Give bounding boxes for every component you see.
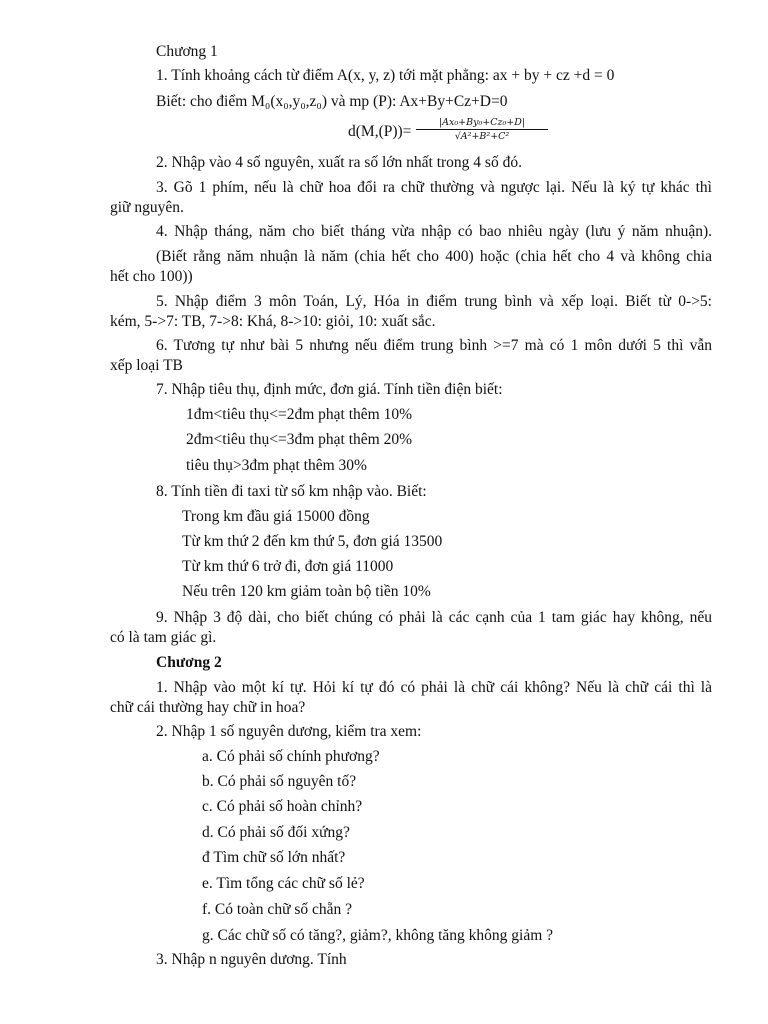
exercise-1-4-note-line2: hết cho 100)) xyxy=(110,268,193,285)
exercise-1-1: 1. Tính khoảng cách từ điểm A(x, y, z) tới mặt phẳng: ax + by + cz +d = 0 xyxy=(156,67,615,84)
exercise-2-1-line2: chữ cái thường hay chữ in hoa? xyxy=(110,699,306,716)
exercise-1-8: 8. Tính tiền đi taxi từ số km nhập vào. Biết: xyxy=(156,483,427,500)
exercise-1-5-line2: kém, 5->7: TB, 7->8: Khá, 8->10: giỏi, 10: xuất sắc. xyxy=(110,313,436,330)
exercise-2-1-line1: 1. Nhập vào một kí tự. Hỏi kí tự đó có phải là chữ cái không? Nếu là chữ cái thì là xyxy=(156,679,712,696)
exercise-1-7-rule-c: tiêu thụ>3đm phạt thêm 30% xyxy=(186,457,367,474)
exercise-2-2-item-dd: đ Tìm chữ số lớn nhất? xyxy=(202,849,346,866)
formula-lhs: d(M,(P))= xyxy=(348,123,412,140)
exercise-2-2-item-d: d. Có phải số đối xứng? xyxy=(202,824,350,841)
exercise-2-2-item-a: a. Có phải số chính phương? xyxy=(202,748,380,765)
exercise-1-7: 7. Nhập tiêu thụ, định mức, đơn giá. Tính tiền điện biết: xyxy=(156,381,503,398)
exercise-1-7-rule-b: 2đm<tiêu thụ<=3đm phạt thêm 20% xyxy=(186,431,412,448)
exercise-1-6-line2: xếp loại TB xyxy=(110,357,183,374)
exercise-1-9-line2: có là tam giác gì. xyxy=(110,629,217,646)
exercise-1-8-rule-b: Từ km thứ 2 đến km thứ 5, đơn giá 13500 xyxy=(182,533,443,550)
exercise-1-8-rule-a: Trong km đầu giá 15000 đồng xyxy=(182,508,370,525)
exercise-2-2-item-e: e. Tìm tổng các chữ số lẻ? xyxy=(202,875,365,892)
exercise-1-4-note-line1: (Biết rằng năm nhuận là năm (chia hết cho 400) hoặc (chia hết cho 4 và không chia xyxy=(156,248,712,265)
exercise-1-8-rule-c: Từ km thứ 6 trở đi, đơn giá 11000 xyxy=(182,558,394,575)
exercise-1-6-line1: 6. Tương tự như bài 5 nhưng nếu điểm trung bình >=7 mà có 1 môn dưới 5 thì vẫn xyxy=(156,337,712,354)
exercise-2-2-item-g: g. Các chữ số có tăng?, giảm?, không tăng không giảm ? xyxy=(202,927,554,944)
exercise-2-2-item-c: c. Có phải số hoàn chỉnh? xyxy=(202,798,363,815)
exercise-1-1-given: Biết: cho điểm M₀(x₀,y₀,z₀) và mp (P): Ax+By+Cz+D=0 xyxy=(156,93,508,110)
exercise-1-5-line1: 5. Nhập điểm 3 môn Toán, Lý, Hóa in điểm trung bình và xếp loại. Biết từ 0->5: xyxy=(156,293,712,310)
exercise-2-2: 2. Nhập 1 số nguyên dương, kiểm tra xem: xyxy=(156,723,422,740)
exercise-1-4: 4. Nhập tháng, năm cho biết tháng vừa nhập có bao nhiêu ngày (lưu ý năm nhuận). xyxy=(156,223,712,240)
exercise-1-7-rule-a: 1đm<tiêu thụ<=2đm phạt thêm 10% xyxy=(186,406,412,423)
exercise-1-3-line1: 3. Gõ 1 phím, nếu là chữ hoa đổi ra chữ thường và ngược lại. Nếu là ký tự khác thì xyxy=(156,179,712,196)
exercise-2-3: 3. Nhập n nguyên dương. Tính xyxy=(156,951,347,968)
exercise-1-9-line1: 9. Nhập 3 độ dài, cho biết chúng có phải là các cạnh của 1 tam giác hay không, nếu xyxy=(156,609,712,626)
formula-denominator: √A²+B²+C² xyxy=(454,131,510,142)
exercise-1-2: 2. Nhập vào 4 số nguyên, xuất ra số lớn nhất trong 4 số đó. xyxy=(156,154,522,171)
exercise-2-2-item-f: f. Có toàn chữ số chẵn ? xyxy=(202,901,353,918)
chapter-2-title: Chương 2 xyxy=(156,654,222,671)
exercise-1-8-rule-d: Nếu trên 120 km giảm toàn bộ tiền 10% xyxy=(182,583,431,600)
formula-numerator: |Ax₀+By₀+Cz₀+D| xyxy=(416,117,548,130)
exercise-1-3-line2: giữ nguyên. xyxy=(110,199,184,216)
chapter-1-title: Chương 1 xyxy=(156,43,218,60)
formula-fraction xyxy=(416,117,548,142)
exercise-2-2-item-b: b. Có phải số nguyên tố? xyxy=(202,773,357,790)
